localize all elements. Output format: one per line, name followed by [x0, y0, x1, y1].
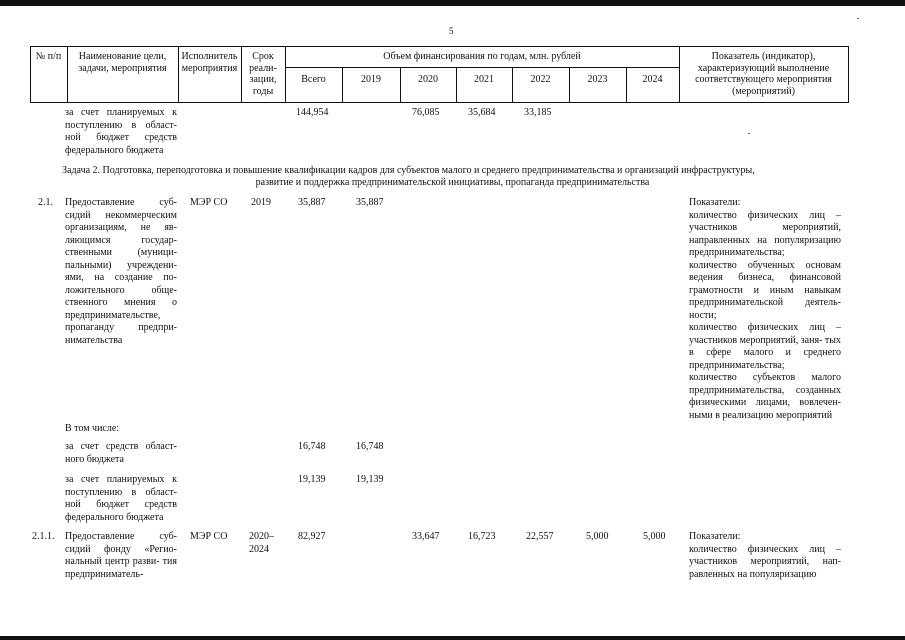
row-executor: МЭР СО	[190, 197, 228, 208]
header-total: Всего	[301, 74, 326, 85]
cell-2019: 35,887	[356, 197, 384, 208]
row-executor: МЭР СО	[190, 531, 228, 542]
header-indicator: Показатель (индикатор), характеризующий выполнение соответствующего мероприятия (мероприятий)	[695, 51, 832, 97]
row-name: Предоставление суб- сидий некоммерческим организациям, не яв- ляющимся государ- ственными (муници- пальными) учреждени- ями, на создание по- ложительного обще- ственного мнения о предпринимательстве, пропаганду предпри- нимательства	[65, 197, 177, 346]
page-number: 5	[449, 26, 454, 36]
header-year: 2024	[642, 74, 663, 85]
row-name: Предоставление суб- сидий фонду «Регио- нальный центр разви- тия предприниматель-	[65, 531, 177, 580]
cell-2019: 16,748	[356, 441, 384, 452]
header-term: Срок реали- зации, годы	[249, 51, 277, 97]
top-border	[0, 0, 905, 6]
header-year: 2019	[361, 74, 381, 85]
task-heading-cont: развитие и поддержка предпринимательской инициативы, пропаганда предпринимательства	[255, 177, 650, 188]
row-number: 2.1.1.	[32, 531, 55, 542]
cell-2021: 35,684	[468, 107, 496, 118]
cell-2024: 5,000	[643, 531, 666, 542]
header-mid-rule	[285, 67, 679, 68]
cell-2019: 19,139	[356, 474, 384, 485]
header-year: 2021	[474, 74, 494, 85]
header-executor: Исполнитель мероприятия	[181, 51, 238, 74]
row-indicator: Показатели: количество физических лиц – участников мероприятий, нап- равленных на популяризацию	[689, 531, 841, 580]
cell-2020: 76,085	[412, 107, 440, 118]
cell-total: 144,954	[296, 107, 329, 118]
row-indicator: Показатели: количество физических лиц – участников мероприятий, направленных на популяризацию предпринимательства; количество обученных основам ведения бизнеса, финансовой грамотности и иным навыкам предпринимательской деятель- ности; количество физических лиц – участников мероприятий, заня- тых в сфере малого и среднего предпринимательства; количество субъектов малого предпринимательства, созданных физическими лицами, вовлечен- ными в реализацию мероприятий	[689, 197, 841, 421]
cell-total: 82,927	[298, 531, 326, 542]
cell-total: 19,139	[298, 474, 326, 485]
cell-2022: 22,557	[526, 531, 554, 542]
task-heading: Задача 2. Подготовка, переподготовка и повышение квалификации кадров для субъектов малого и среднего предпринимательства и организаций инфраструктуры,	[62, 165, 755, 176]
scan-speck	[857, 18, 859, 19]
row-name: за счет планируемых к поступлению в област- ной бюджет средств федерального бюджета	[65, 107, 177, 156]
row-term: 2020– 2024	[249, 531, 274, 555]
header-num: № п/п	[35, 51, 62, 62]
header-year: 2022	[530, 74, 551, 85]
row-name: за счет планируемых к поступлению в област- ной бюджет средств федерального бюджета	[65, 474, 177, 523]
cell-2022: 33,185	[524, 107, 552, 118]
row-number: 2.1.	[38, 197, 53, 208]
header-finance: Объем финансирования по годам, млн. рублей	[383, 51, 581, 62]
cell-total: 16,748	[298, 441, 326, 452]
row-name: за счет средств област- ного бюджета	[65, 441, 177, 465]
header-name: Наименование цели, задачи, мероприятия	[78, 51, 167, 74]
cell-2023: 5,000	[586, 531, 609, 542]
bottom-border	[0, 636, 905, 640]
header-year: 2020	[418, 74, 438, 85]
row-term: 2019	[251, 197, 271, 208]
header-bottom-rule	[30, 102, 849, 103]
cell-total: 35,887	[298, 197, 326, 208]
scan-speck	[748, 133, 750, 134]
col-divider	[848, 46, 849, 103]
cell-2020: 33,647	[412, 531, 440, 542]
cell-2021: 16,723	[468, 531, 496, 542]
including-label: В том числе:	[65, 423, 120, 434]
header-year: 2023	[587, 74, 608, 85]
header-top-rule	[30, 46, 849, 47]
